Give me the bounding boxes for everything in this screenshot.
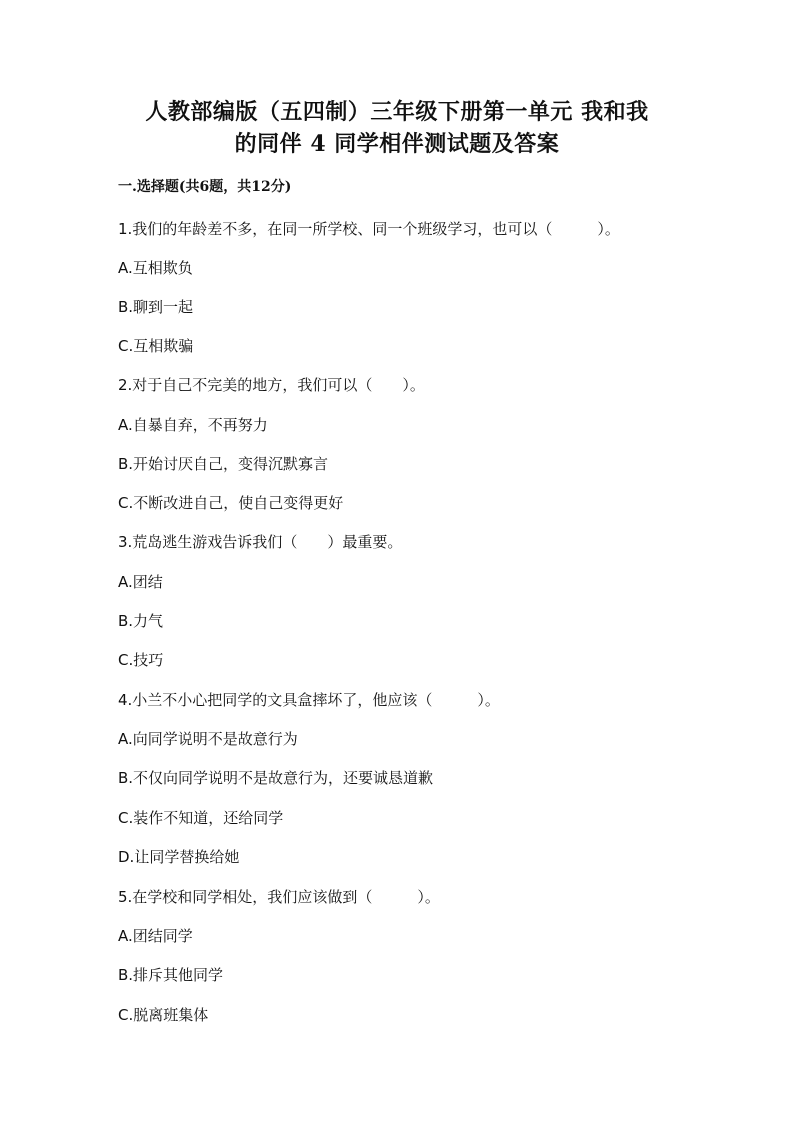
question-3-option-c: C.技巧 <box>118 651 164 669</box>
question-3-stem: 3.荒岛逃生游戏告诉我们（ ）最重要。 <box>118 533 403 551</box>
title-line-1: 人教部编版（五四制）三年级下册第一单元 我和我 <box>145 99 649 125</box>
question-2-option-c: C.不断改进自己，使自己变得更好 <box>118 494 344 512</box>
question-4-option-d: D.让同学替换给她 <box>118 848 240 866</box>
title-line-2: 的同伴 4 同学相伴测试题及答案 <box>234 131 560 157</box>
question-4-stem: 4.小兰不小心把同学的文具盒摔坏了，他应该（ ）。 <box>118 691 500 709</box>
question-1-stem: 1.我们的年龄差不多，在同一所学校、同一个班级学习，也可以（ ）。 <box>118 220 620 238</box>
question-3-option-a: A.团结 <box>118 573 163 591</box>
question-2-option-b: B.开始讨厌自己，变得沉默寡言 <box>118 455 329 473</box>
question-5-option-a: A.团结同学 <box>118 927 193 945</box>
question-4-option-c: C.装作不知道，还给同学 <box>118 809 284 827</box>
question-5-stem: 5.在学校和同学相处，我们应该做到（ ）。 <box>118 888 440 906</box>
question-3-option-b: B.力气 <box>118 612 164 630</box>
question-2-option-a: A.自暴自弃，不再努力 <box>118 416 268 434</box>
section-heading: 一.选择题(共6题，共12分) <box>118 179 292 195</box>
question-1-option-b: B.聊到一起 <box>118 298 194 316</box>
question-2-stem: 2.对于自己不完美的地方，我们可以（ ）。 <box>118 376 425 394</box>
question-4-option-a: A.向同学说明不是故意行为 <box>118 730 298 748</box>
question-1-option-c: C.互相欺骗 <box>118 337 194 355</box>
question-4-option-b: B.不仅向同学说明不是故意行为，还要诚恳道歉 <box>118 769 434 787</box>
question-1-option-a: A.互相欺负 <box>118 259 193 277</box>
question-5-option-b: B.排斥其他同学 <box>118 966 224 984</box>
document-title <box>100 96 694 160</box>
question-5-option-c: C.脱离班集体 <box>118 1006 209 1024</box>
